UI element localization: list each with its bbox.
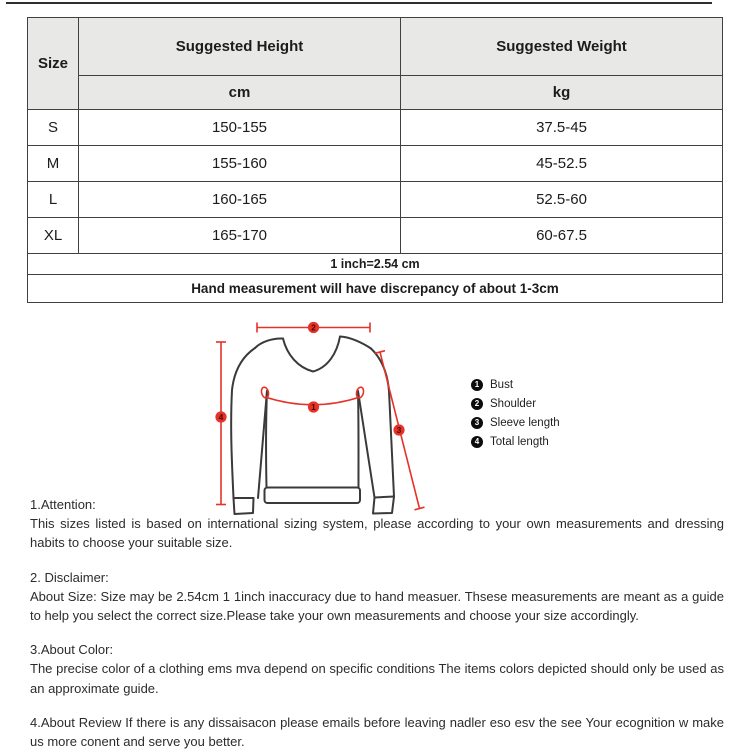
about-review-section: [30, 713, 724, 750]
col-header-size: Size: [28, 18, 79, 110]
table-note-row: [28, 254, 723, 275]
measure-markers: [215, 322, 404, 436]
height-cell: 150-155: [79, 110, 401, 146]
about-color-title: 3.About Color:: [30, 642, 114, 658]
garment-measurement-diagram: [150, 313, 480, 520]
size-cell: L: [28, 182, 79, 218]
table-header-row: [28, 18, 723, 76]
height-cell: 155-160: [79, 146, 401, 182]
size-cell: XL: [28, 218, 79, 254]
attention-section: [30, 495, 724, 553]
legend-number-icon: 2: [471, 398, 483, 410]
hand-measurement-note: Hand measurement will have discrepancy of about 1-3cm: [28, 275, 723, 303]
table-row: [28, 182, 723, 218]
legend-label: Shoulder: [490, 397, 537, 410]
about-color-body: The precise color of a clothing ems mva depend on specific conditions The items colors depicted should only be used as an approximate guide.: [30, 661, 724, 696]
legend-item-shoulder: [471, 397, 560, 410]
table-row: [28, 110, 723, 146]
disclaimer-section: [30, 568, 724, 626]
weight-cell: 37.5-45: [401, 110, 723, 146]
inch-conversion-note: 1 inch=2.54 cm: [28, 254, 723, 275]
svg-text:2: 2: [311, 322, 316, 333]
measurement-legend: [471, 378, 560, 454]
about-color-section: [30, 640, 724, 698]
table-row: [28, 218, 723, 254]
legend-label: Total length: [490, 435, 549, 448]
attention-title: 1.Attention:: [30, 497, 96, 512]
col-header-weight: Suggested Weight: [401, 18, 723, 76]
weight-cell: 60-67.5: [401, 218, 723, 254]
legend-item-total-length: [471, 435, 560, 448]
unit-kg: kg: [401, 76, 723, 110]
about-review-body: 4.About Review If there is any dissaisacon please emails before leaving nadler eso esv the see Your ecognition w make us more conent and serve you better.: [30, 714, 724, 750]
notes-section: [30, 495, 724, 750]
weight-cell: 45-52.5: [401, 146, 723, 182]
size-cell: S: [28, 110, 79, 146]
unit-cm: cm: [79, 76, 401, 110]
legend-label: Bust: [490, 378, 514, 391]
table-units-row: [28, 76, 723, 110]
col-header-height: Suggested Height: [79, 18, 401, 76]
legend-item-bust: [471, 378, 560, 391]
top-divider-line: [6, 2, 712, 4]
table-row: [28, 146, 723, 182]
legend-label: Sleeve length: [490, 416, 560, 429]
svg-text:3: 3: [396, 425, 402, 436]
table-note-row: [28, 275, 723, 303]
attention-body: This sizes listed is based on international sizing system, please according to your own measurements and dressing habits to choose your suitable size.: [30, 516, 724, 551]
disclaimer-title: 2. Disclaimer:: [30, 569, 109, 585]
legend-number-icon: 4: [471, 436, 483, 448]
size-chart-table: [27, 17, 723, 303]
height-cell: 165-170: [79, 218, 401, 254]
sweater-outline: [231, 337, 394, 515]
svg-text:1: 1: [311, 402, 316, 413]
legend-item-sleeve-length: [471, 416, 560, 429]
height-cell: 160-165: [79, 182, 401, 218]
disclaimer-body: About Size: Size may be 2.54cm 1 1inch inaccuracy due to hand measuer. Thsese measurements are meant as a guide to help you select the correct size.Please take your own measurements and choose your size accordingly.: [30, 588, 724, 624]
legend-number-icon: 1: [471, 379, 483, 391]
svg-text:4: 4: [218, 412, 224, 423]
weight-cell: 52.5-60: [401, 182, 723, 218]
size-cell: M: [28, 146, 79, 182]
legend-number-icon: 3: [471, 417, 483, 429]
